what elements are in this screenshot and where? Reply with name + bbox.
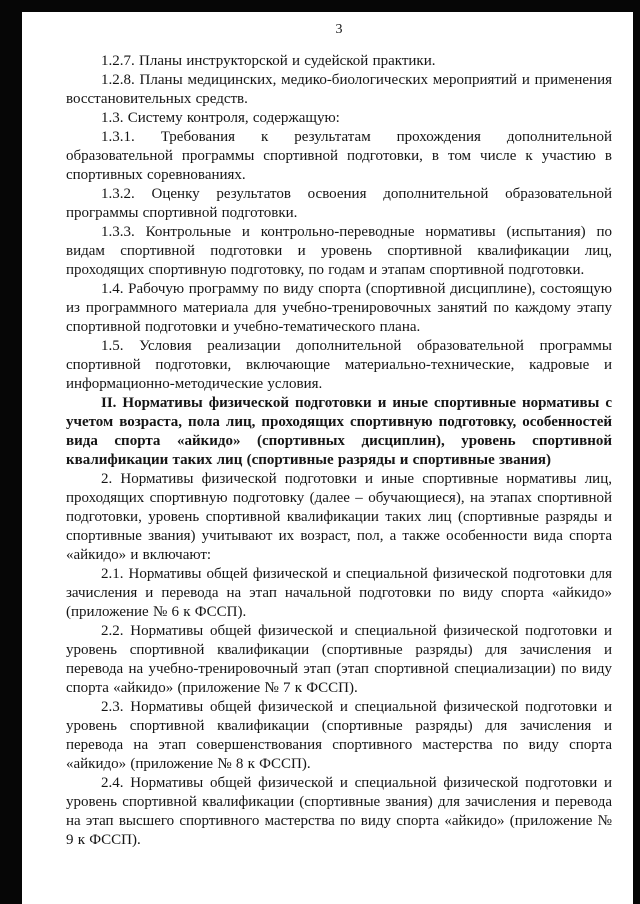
section-heading: II. Нормативы физической подготовки и иные спортивные нормативы с учетом возраста, пола лиц, проходящих спортивную подготовку, особенностей вида спорта «айкидо» (спортивных дисциплин), уровень спортивной квалификации таких лиц (спортивные разряды и спортивные звания): [66, 395, 612, 468]
paragraph: 1.2.8. Планы медицинских, медико-биологических мероприятий и применения восстановительных средств.: [66, 72, 612, 107]
paragraph: 1.3.2. Оценку результатов освоения дополнительной образовательной программы спортивной подготовки.: [66, 186, 612, 221]
paragraph: 1.3.1. Требования к результатам прохождения дополнительной образовательной программы спортивной подготовки, в том числе к участию в спортивных соревнованиях.: [66, 129, 612, 183]
paragraph: 2.4. Нормативы общей физической и специальной физической подготовки и уровень спортивной квалификации (спортивные звания) для зачисления и перевода на этап высшего спортивного мастерства по виду спорта «айкидо» (приложение № 9 к ФССП).: [66, 775, 612, 848]
paragraph: 1.3.3. Контрольные и контрольно-переводные нормативы (испытания) по видам спортивной подготовки и уровень спортивной квалификации лиц, проходящих спортивную подготовку, по годам и этапам спортивной подготовки.: [66, 224, 612, 278]
page-number: 3: [335, 22, 343, 37]
page-content: [22, 12, 633, 850]
paragraph: 2.1. Нормативы общей физической и специальной физической подготовки для зачисления и перевода на этап начальной подготовки по виду спорта «айкидо» (приложение № 6 к ФССП).: [66, 566, 612, 620]
paragraph: 2.3. Нормативы общей физической и специальной физической подготовки и уровень спортивной квалификации (спортивные разряды) для зачисления и перевода на этап совершенствования спортивного мастерства по виду спорта «айкидо» (приложение № 8 к ФССП).: [66, 699, 612, 772]
paragraph: 1.2.7. Планы инструкторской и судейской практики.: [101, 53, 436, 69]
paragraph: 1.3. Систему контроля, содержащую:: [101, 110, 340, 126]
paragraph: 1.4. Рабочую программу по виду спорта (спортивной дисциплине), состоящую из программного материала для учебно-тренировочных занятий по каждому этапу спортивной подготовки и учебно-тематического плана.: [66, 281, 612, 335]
paragraph: 2.2. Нормативы общей физической и специальной физической подготовки и уровень спортивной квалификации (спортивные разряды) для зачисления и перевода на учебно-тренировочный этап (этап спортивной специализации) по виду спорта «айкидо» (приложение № 7 к ФССП).: [66, 623, 612, 696]
paragraph: 1.5. Условия реализации дополнительной образовательной программы спортивной подготовки, включающие материально-технические, кадровые и информационно-методические условия.: [66, 338, 612, 392]
paragraph: 2. Нормативы физической подготовки и иные спортивные нормативы лиц, проходящих спортивную подготовку (далее – обучающиеся), на этапах спортивной подготовки, уровень спортивной квалификации таких лиц (спортивные разряды и спортивные звания) учитывают их возраст, пол, а также особенности вида спорта «айкидо» и включают:: [66, 471, 612, 563]
